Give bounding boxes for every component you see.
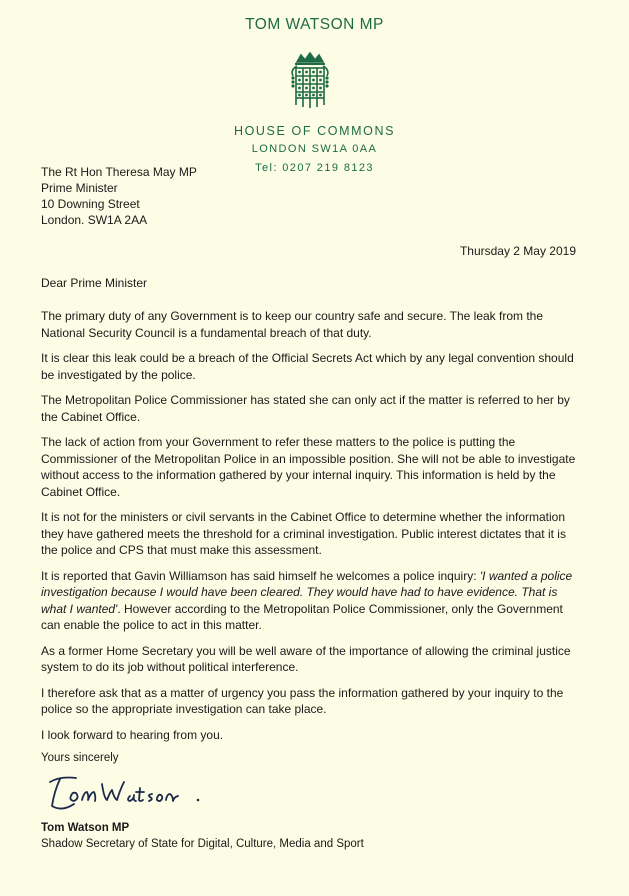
quote-paragraph <box>41 568 581 634</box>
handwritten-signature <box>40 770 210 816</box>
paragraph: I therefore ask that as a matter of urgency you pass the information gathered by your inquiry to the police so the appropriate investigation can take place. <box>41 685 564 716</box>
house-phone: Tel: 0207 219 8123 <box>255 162 374 174</box>
quoted-text: 'I wanted a police investigation because I would have been cleared. They would have had to have evidence. That is what I wanted' <box>41 568 573 616</box>
paragraph: I look forward to hearing from you. <box>41 727 224 742</box>
recipient-address <box>41 164 197 228</box>
portcullis-icon <box>285 52 335 110</box>
recipient-line: Prime Minister <box>41 181 118 195</box>
letter-body <box>41 308 581 752</box>
mp-name-heading: TOM WATSON MP <box>245 16 384 33</box>
closing: Yours sincerely <box>41 752 119 764</box>
paragraph: The Metropolitan Police Commissioner has stated she can only act if the matter is referred to her by the Cabinet Office. <box>41 393 570 424</box>
letter-date: Thursday 2 May 2019 <box>459 244 576 258</box>
recipient-line: London. SW1A 2AA <box>41 213 148 227</box>
paragraph: It is clear this leak could be a breach of the Official Secrets Act which by any legal convention should be investigated by the police. <box>41 351 574 382</box>
quote-intro: It is reported that Gavin Williamson has said himself he welcomes a police inquiry: <box>41 568 480 583</box>
house-city: LONDON SW1A 0AA <box>251 143 378 155</box>
paragraph: It is not for the ministers or civil servants in the Cabinet Office to determine whether the information they have gathered meets the threshold for a criminal investigation. Public interest dictates that it is the police and CPS that must make this assessment. <box>41 510 566 557</box>
recipient-line: 10 Downing Street <box>41 197 140 211</box>
signatory-title: Shadow Secretary of State for Digital, Culture, Media and Sport <box>41 838 364 850</box>
paragraph: The primary duty of any Government is to keep our country safe and secure. The leak from the National Security Council is a fundamental breach of that duty. <box>41 309 544 340</box>
house-name: HOUSE OF COMMONS <box>233 124 396 138</box>
paragraph: As a former Home Secretary you will be well aware of the importance of allowing the criminal justice system to do its job without political interference. <box>41 643 571 674</box>
quote-outro: . However according to the Metropolitan Police Commissioner, only the Government can enable the police to act in this matter. <box>41 601 563 632</box>
recipient-line: The Rt Hon Theresa May MP <box>41 165 197 179</box>
signatory-name: Tom Watson MP <box>41 822 130 834</box>
salutation: Dear Prime Minister <box>41 276 148 290</box>
paragraph: The lack of action from your Government to refer these matters to the police is putting the Commissioner of the Metropolitan Police in an impossible position. She will not be able to investigate without access to the information gathered by your internal inquiry. This information is held by the Cabinet Office. <box>41 435 576 499</box>
